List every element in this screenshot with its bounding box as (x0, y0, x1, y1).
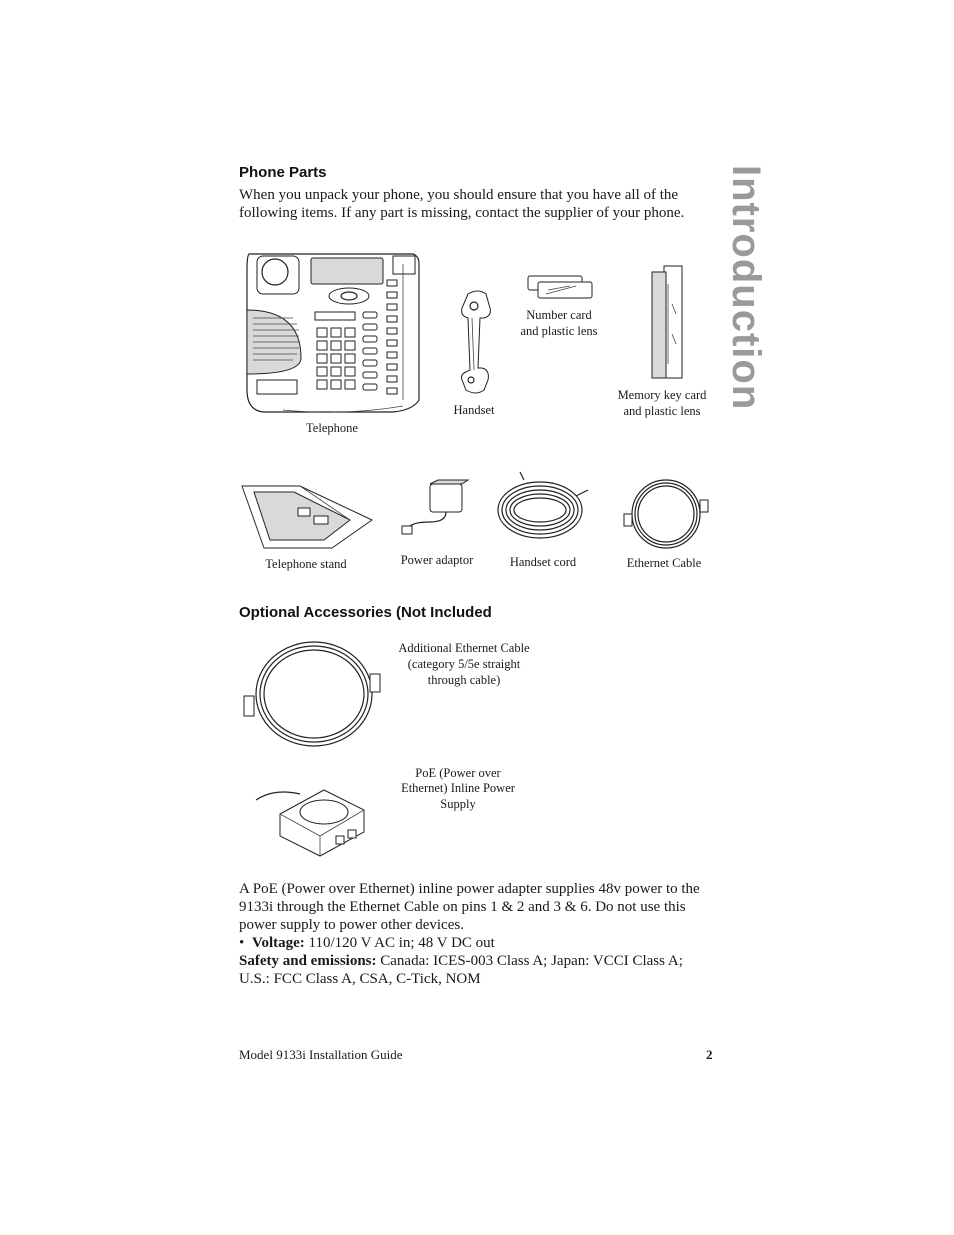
safety-label: Safety and emissions: (239, 953, 377, 969)
phone-parts-heading: Phone Parts (239, 164, 327, 181)
poe-caption-line-2: Ethernet) Inline Power (401, 781, 515, 795)
ethernet-cable-caption: Ethernet Cable (626, 556, 702, 570)
safety-value-line-1: Canada: ICES-003 Class A; Japan: VCCI Class A; (380, 953, 683, 969)
voltage-label: Voltage: (252, 935, 305, 951)
phone-parts-intro-line-2: following items. If any part is missing, contact the supplier of your phone. (239, 205, 685, 221)
poe-caption-line-3: Supply (440, 797, 476, 811)
poe-power-supply-illustration (254, 784, 370, 860)
additional-ethernet-caption-line-3: through cable) (427, 673, 501, 687)
number-card-caption-line-1: Number card (526, 308, 592, 322)
power-adaptor-illustration (400, 480, 466, 540)
memory-card-caption-line-1: Memory key card (617, 388, 707, 402)
phone-parts-intro-line-1: When you unpack your phone, you should ensure that you have all of the (239, 187, 679, 203)
voltage-value: 110/120 V AC in; 48 V DC out (308, 935, 495, 951)
handset-cord-illustration (494, 470, 592, 548)
safety-line-2: U.S.: FCC Class A, CSA, C-Tick, NOM (239, 971, 481, 987)
poe-paragraph-line-1: A PoE (Power over Ethernet) inline power adapter supplies 48v power to the (239, 881, 700, 897)
side-section-title: Introduction (724, 165, 768, 411)
footer-title: Model 9133i Installation Guide (239, 1047, 403, 1062)
telephone-caption: Telephone (306, 421, 358, 435)
handset-cord-caption: Handset cord (509, 555, 577, 569)
additional-ethernet-cable-illustration (242, 636, 382, 750)
telephone-stand-illustration (240, 482, 376, 552)
page-number: 2 (706, 1047, 713, 1062)
number-card-caption-line-2: and plastic lens (520, 324, 598, 338)
handset-caption: Handset (453, 403, 495, 417)
poe-caption-line-1: PoE (Power over (415, 766, 501, 780)
additional-ethernet-caption-line-1: Additional Ethernet Cable (398, 641, 530, 655)
voltage-item (239, 934, 495, 952)
ethernet-cable-illustration (622, 478, 712, 550)
memory-card-caption-line-2: and plastic lens (623, 404, 701, 418)
additional-ethernet-caption-line-2: (category 5/5e straight (407, 657, 521, 671)
bullet: • (239, 935, 245, 951)
number-card-illustration (526, 274, 596, 302)
power-adaptor-caption: Power adaptor (400, 553, 474, 567)
poe-paragraph-line-3: power supply to power other devices. (239, 917, 464, 933)
optional-accessories-heading: Optional Accessories (Not Included (239, 604, 492, 621)
poe-paragraph-line-2: 9133i through the Ethernet Cable on pins 1 & 2 and 3 & 6. Do not use this (239, 899, 686, 915)
telephone-illustration (243, 250, 421, 418)
memory-card-illustration (648, 264, 688, 382)
handset-illustration (456, 288, 494, 394)
telephone-stand-caption: Telephone stand (265, 557, 347, 571)
safety-line-1 (239, 952, 683, 970)
